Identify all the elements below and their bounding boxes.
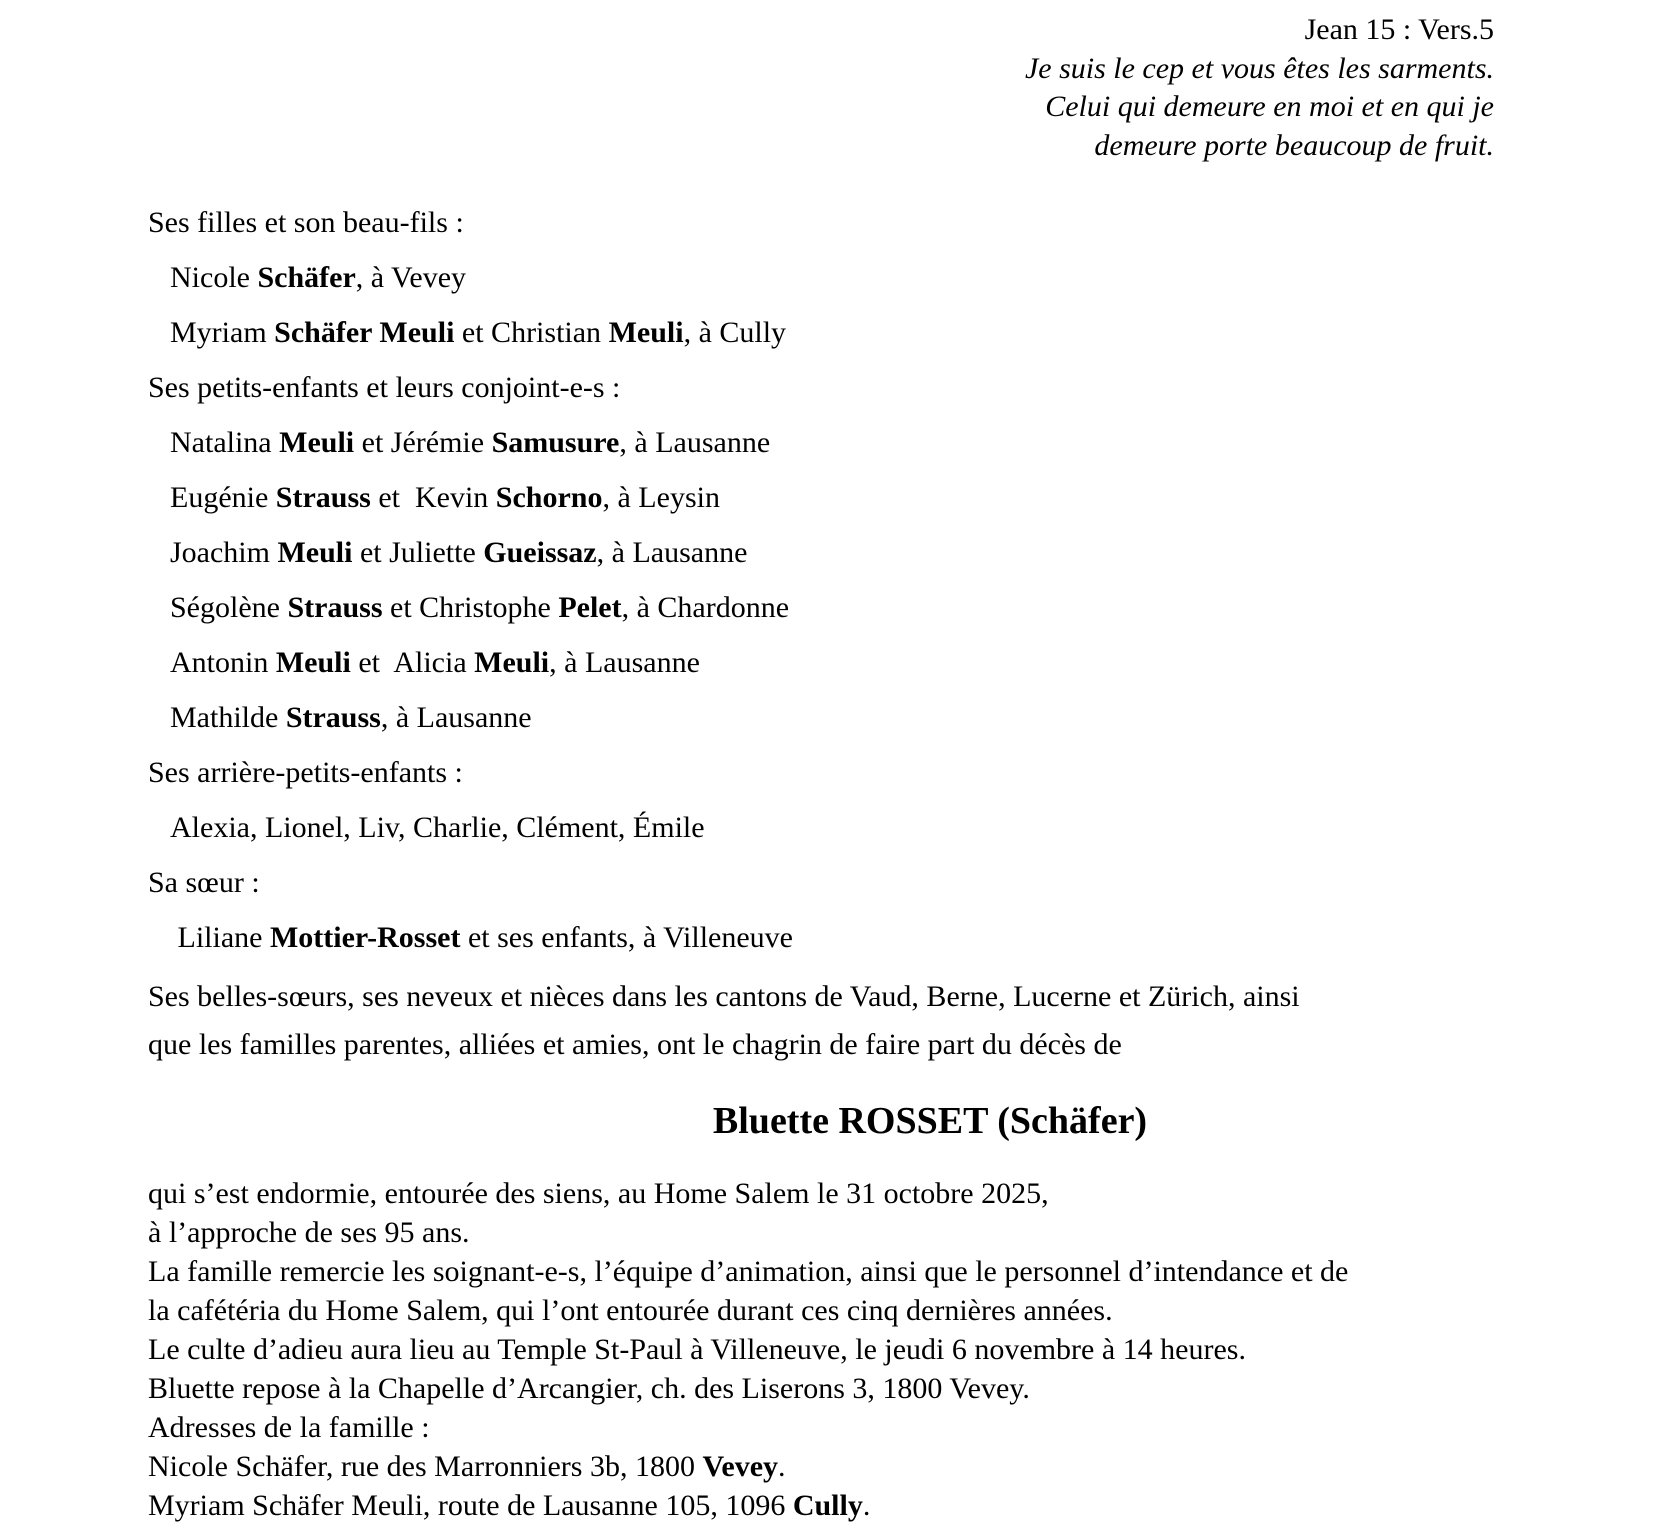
- family-line: [148, 360, 793, 415]
- text-segment: Alexia, Lionel, Liv, Charlie, Clément, Émile: [170, 811, 705, 844]
- text-segment: , à Lausanne: [380, 701, 532, 734]
- details-line: [148, 1486, 1348, 1525]
- emphasized-name: Meuli: [275, 646, 351, 679]
- deceased-name: Bluette ROSSET (Schäfer): [712, 1100, 1148, 1142]
- family-line: [148, 195, 793, 250]
- details-line: [148, 1213, 1348, 1252]
- emphasized-name: Vevey: [702, 1450, 779, 1483]
- verse-quote-line: [1025, 50, 1494, 89]
- text-segment: Natalina: [170, 426, 280, 459]
- emphasized-name: Strauss: [287, 591, 383, 624]
- text-segment: Joachim: [170, 536, 278, 569]
- emphasized-name: Meuli: [474, 646, 550, 679]
- text-segment: Sa sœur :: [148, 866, 260, 899]
- verse-reference: Jean 15 : Vers.5: [1304, 13, 1494, 46]
- emphasized-name: Mottier-Rosset: [269, 921, 461, 954]
- family-line: [148, 635, 793, 690]
- text-segment: et Jérémie: [354, 426, 492, 459]
- emphasized-name: Schorno: [495, 481, 603, 514]
- announcement-line: [148, 973, 1300, 1021]
- details-line: [148, 1408, 1348, 1447]
- details-line: [148, 1447, 1348, 1486]
- text-segment: qui s’est endormie, entourée des siens, au Home Salem le 31 octobre 2025,: [148, 1177, 1049, 1210]
- text-segment: et ses enfants, à Villeneuve: [460, 921, 793, 954]
- emphasized-name: Gueissaz: [483, 536, 597, 569]
- text-segment: .: [778, 1450, 786, 1483]
- bible-verse: [1025, 11, 1494, 165]
- text-segment: demeure porte beaucoup de fruit.: [1094, 128, 1494, 162]
- emphasized-name: Strauss: [285, 701, 381, 734]
- text-segment: Myriam Schäfer Meuli, route de Lausanne 105, 1096: [148, 1489, 793, 1522]
- emphasized-name: Schäfer Meuli: [274, 316, 455, 349]
- announcement-paragraph: [148, 973, 1300, 1069]
- emphasized-name: Pelet: [558, 591, 622, 624]
- text-segment: Nicole: [170, 261, 258, 294]
- text-segment: et Christophe: [382, 591, 559, 624]
- details-line: [148, 1369, 1348, 1408]
- family-line: [148, 580, 793, 635]
- text-segment: , à Cully: [683, 316, 787, 349]
- text-segment: et Juliette: [352, 536, 484, 569]
- verse-quote: [1025, 50, 1494, 166]
- text-segment: , à Lausanne: [619, 426, 771, 459]
- text-segment: , à Lausanne: [549, 646, 700, 679]
- verse-quote-line: [1025, 88, 1494, 127]
- family-line: [148, 470, 793, 525]
- family-line: [148, 250, 793, 305]
- emphasized-name: Meuli: [608, 316, 684, 349]
- text-segment: Je suis le cep et vous êtes les sarments.: [1024, 51, 1494, 85]
- family-line: [148, 910, 793, 965]
- family-line: [148, 415, 793, 470]
- text-segment: Liliane: [170, 921, 270, 954]
- details-line: [148, 1291, 1348, 1330]
- emphasized-name: Cully: [792, 1489, 863, 1522]
- text-segment: Le culte d’adieu aura lieu au Temple St-Paul à Villeneuve, le jeudi 6 novembre à 14 heures.: [148, 1333, 1246, 1366]
- details-line: [148, 1174, 1348, 1213]
- text-segment: Ses filles et son beau-fils :: [148, 206, 464, 239]
- funeral-details: [148, 1174, 1348, 1525]
- emphasized-name: Meuli: [277, 536, 353, 569]
- emphasized-name: Schäfer: [257, 261, 356, 294]
- text-segment: Bluette repose à la Chapelle d’Arcangier, ch. des Liserons 3, 1800 Vevey.: [148, 1372, 1030, 1405]
- family-line: [148, 525, 793, 580]
- text-segment: Ses belles-sœurs, ses neveux et nièces dans les cantons de Vaud, Berne, Lucerne et Zürich, ainsi: [148, 980, 1300, 1013]
- text-segment: et Kevin: [370, 481, 496, 514]
- text-segment: Myriam: [170, 316, 275, 349]
- text-segment: Adresses de la famille :: [148, 1411, 430, 1444]
- text-segment: et Alicia: [350, 646, 475, 679]
- text-segment: Ségolène: [170, 591, 288, 624]
- text-segment: et Christian: [454, 316, 609, 349]
- text-segment: La famille remercie les soignant-e-s, l’équipe d’animation, ainsi que le personnel d’intendance et de: [148, 1255, 1349, 1288]
- emphasized-name: Meuli: [279, 426, 355, 459]
- emphasized-name: Samusure: [491, 426, 620, 459]
- text-segment: , à Lausanne: [596, 536, 748, 569]
- text-segment: Antonin: [170, 646, 276, 679]
- text-segment: , à Vevey: [355, 261, 467, 294]
- text-segment: Eugénie: [170, 481, 276, 514]
- text-segment: Ses petits-enfants et leurs conjoint-e-s :: [148, 371, 621, 404]
- details-line: [148, 1330, 1348, 1369]
- text-segment: Nicole Schäfer, rue des Marronniers 3b, 1800: [148, 1450, 703, 1483]
- details-line: [148, 1252, 1348, 1291]
- text-segment: , à Leysin: [602, 481, 720, 514]
- text-segment: la cafétéria du Home Salem, qui l’ont entourée durant ces cinq dernières années.: [148, 1294, 1113, 1327]
- text-segment: que les familles parentes, alliées et amies, ont le chagrin de faire part du décès de: [148, 1028, 1122, 1061]
- family-line: [148, 855, 793, 910]
- text-segment: , à Chardonne: [621, 591, 790, 624]
- text-segment: à l’approche de ses 95 ans.: [148, 1216, 470, 1249]
- verse-quote-line: [1025, 127, 1494, 166]
- family-line: [148, 800, 793, 855]
- text-segment: .: [862, 1489, 871, 1522]
- emphasized-name: Strauss: [275, 481, 371, 514]
- announcement-line: [148, 1021, 1300, 1069]
- family-list: [148, 195, 793, 965]
- family-line: [148, 305, 793, 360]
- family-line: [148, 690, 793, 745]
- family-line: [148, 745, 793, 800]
- text-segment: Ses arrière-petits-enfants :: [148, 756, 463, 789]
- text-segment: Mathilde: [170, 701, 286, 734]
- text-segment: Celui qui demeure en moi et en qui je: [1045, 90, 1494, 123]
